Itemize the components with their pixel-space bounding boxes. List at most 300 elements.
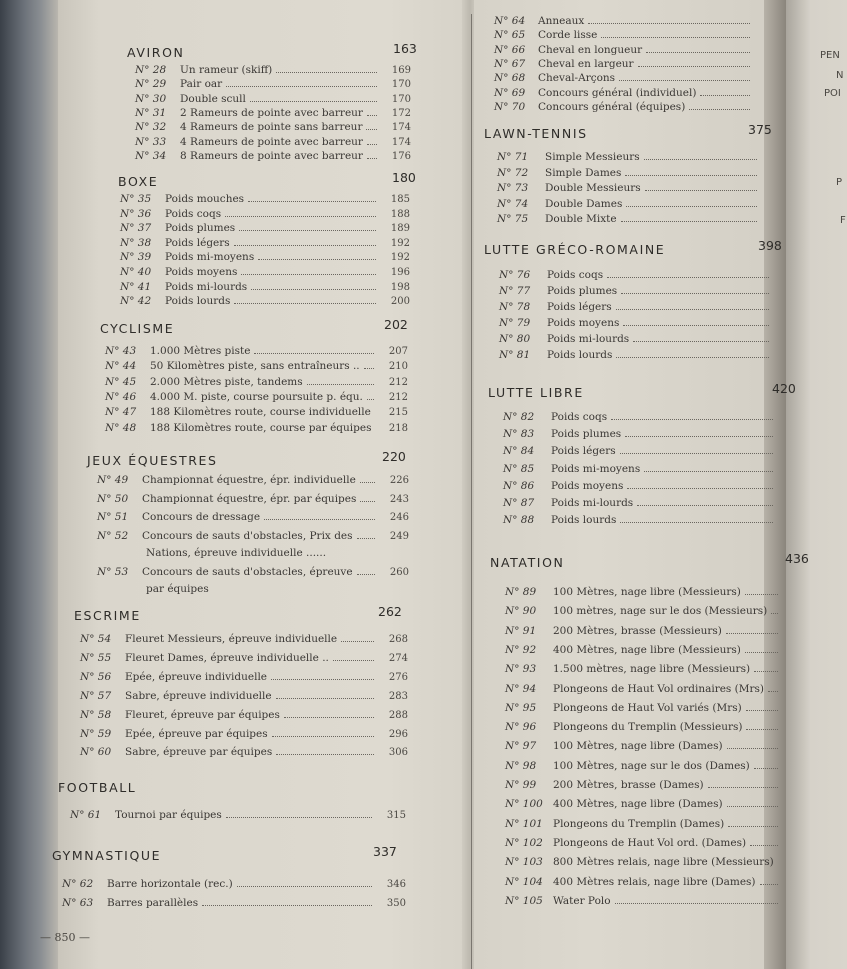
entry-number: N° 102 bbox=[505, 836, 543, 849]
toc-entry bbox=[105, 359, 408, 374]
toc-entry bbox=[494, 100, 752, 115]
toc-entry bbox=[120, 236, 410, 251]
dot-leader bbox=[364, 368, 374, 369]
entry-number: N° 53 bbox=[97, 566, 129, 579]
dot-leader bbox=[627, 488, 773, 489]
dot-leader bbox=[341, 641, 374, 642]
entry-page: 169 bbox=[391, 65, 411, 76]
entry-name: Barres parallèles bbox=[107, 896, 199, 909]
entry-name: Poids mouches bbox=[165, 193, 245, 205]
entry-number: N° 35 bbox=[120, 193, 152, 205]
dot-leader bbox=[225, 216, 376, 217]
toc-entry bbox=[135, 92, 411, 107]
toc-entry bbox=[503, 427, 775, 442]
dot-leader bbox=[607, 277, 769, 278]
entry-number: N° 65 bbox=[494, 29, 526, 42]
toc-entry bbox=[497, 150, 759, 165]
entry-page: 174 bbox=[391, 122, 411, 134]
entry-name: Double Mixte bbox=[545, 213, 617, 225]
entry-number: N° 73 bbox=[497, 182, 529, 194]
dot-leader bbox=[367, 144, 377, 145]
entry-name: Poids coqs bbox=[547, 269, 604, 281]
entry-number: N° 81 bbox=[499, 349, 531, 361]
entry-name: Sabre, épreuve par équipes bbox=[125, 746, 273, 759]
page-folio: — 850 — bbox=[40, 931, 90, 944]
toc-entry bbox=[80, 651, 408, 666]
entry-number: N° 88 bbox=[503, 514, 535, 527]
dot-leader bbox=[357, 574, 375, 575]
book-spine bbox=[0, 0, 58, 969]
dot-leader bbox=[746, 710, 778, 711]
section-page: 220 bbox=[382, 449, 406, 464]
toc-entry bbox=[505, 759, 780, 774]
entry-number: N° 100 bbox=[505, 798, 543, 811]
dot-leader bbox=[750, 845, 778, 846]
entry-number: N° 63 bbox=[62, 896, 94, 909]
dot-leader bbox=[689, 109, 750, 110]
entry-number: N° 82 bbox=[503, 411, 535, 423]
entry-page: 226 bbox=[389, 475, 409, 486]
entry-name: Championnat équestre, épr. par équipes bbox=[142, 492, 357, 505]
toc-entry bbox=[97, 529, 409, 544]
entry-name: 400 Mètres relais, nage libre (Dames) bbox=[553, 875, 756, 888]
entry-name: Poids lourds bbox=[547, 349, 613, 361]
entry-number: N° 80 bbox=[499, 333, 531, 345]
section-page: 180 bbox=[392, 170, 416, 185]
next-page-fragment: N bbox=[836, 70, 844, 81]
dot-leader bbox=[254, 353, 374, 354]
entry-number: N° 84 bbox=[503, 445, 535, 458]
section-title: ESCRIME bbox=[74, 608, 141, 623]
entry-number: N° 68 bbox=[494, 72, 526, 85]
entry-name: 100 Mètres, nage sur le dos (Dames) bbox=[553, 759, 750, 772]
section-title: GYMNASTIQUE bbox=[52, 848, 162, 863]
section-page: 262 bbox=[378, 604, 402, 619]
dot-leader bbox=[768, 691, 778, 692]
dot-leader bbox=[611, 419, 773, 420]
entry-page: 315 bbox=[386, 810, 406, 821]
toc-entry bbox=[105, 390, 408, 405]
dot-leader bbox=[745, 594, 778, 595]
toc-entry bbox=[499, 332, 771, 347]
entry-page: 212 bbox=[388, 391, 408, 403]
entry-number: N° 44 bbox=[105, 360, 137, 373]
entry-name: Fleuret Dames, épreuve individuelle .. bbox=[125, 651, 329, 664]
entry-name: 2.000 Mètres piste, tandems bbox=[150, 375, 303, 388]
entry-number: N° 99 bbox=[505, 779, 537, 791]
dot-leader bbox=[272, 736, 374, 737]
entry-page: 274 bbox=[388, 652, 408, 664]
entry-page: 246 bbox=[389, 512, 409, 524]
dot-leader bbox=[760, 884, 778, 885]
entry-number: N° 89 bbox=[505, 586, 537, 598]
dot-leader bbox=[644, 159, 757, 160]
entry-page: 207 bbox=[388, 346, 408, 357]
toc-entry bbox=[497, 166, 759, 181]
toc-entry-continuation bbox=[97, 582, 409, 597]
entry-name: Poids mi-lourds bbox=[551, 497, 634, 509]
entry-name: 200 Mètres, brasse (Dames) bbox=[553, 779, 704, 791]
toc-entry bbox=[97, 473, 409, 488]
toc-entry bbox=[62, 896, 406, 911]
entry-page: 243 bbox=[389, 493, 409, 505]
toc-entry-continuation bbox=[97, 546, 409, 561]
entry-name: 188 Kilomètres route, course par équipes bbox=[150, 421, 372, 434]
toc-entry bbox=[494, 57, 752, 72]
entry-number: N° 96 bbox=[505, 721, 537, 734]
entry-number: N° 28 bbox=[135, 64, 167, 76]
entry-name: Anneaux bbox=[538, 15, 585, 27]
entry-name: Double Dames bbox=[545, 197, 623, 210]
entry-number: N° 60 bbox=[80, 746, 112, 759]
next-page-fragment: P bbox=[836, 177, 843, 188]
toc-entry bbox=[105, 375, 408, 390]
toc-entry bbox=[80, 727, 408, 742]
next-page-fragment: POI bbox=[824, 88, 841, 99]
entry-number: N° 70 bbox=[494, 100, 526, 113]
entry-number: N° 71 bbox=[497, 151, 529, 163]
dot-leader bbox=[727, 748, 778, 749]
dot-leader bbox=[284, 717, 374, 718]
entry-page: 276 bbox=[388, 671, 408, 683]
entry-name: Water Polo bbox=[553, 894, 611, 907]
dot-leader bbox=[367, 158, 377, 159]
dot-leader bbox=[237, 886, 372, 887]
dot-leader bbox=[226, 817, 372, 818]
toc-entry bbox=[503, 513, 775, 528]
toc-entry bbox=[70, 808, 406, 823]
toc-entry bbox=[503, 462, 775, 477]
entry-number: N° 57 bbox=[80, 689, 112, 702]
entry-number: N° 94 bbox=[505, 682, 537, 695]
entry-name: Fleuret Messieurs, épreuve individuelle bbox=[125, 633, 338, 645]
entry-number: N° 98 bbox=[505, 759, 537, 772]
dot-leader bbox=[250, 101, 377, 102]
entry-number: N° 55 bbox=[80, 651, 112, 664]
dot-leader bbox=[620, 453, 773, 454]
dot-leader bbox=[638, 66, 750, 67]
section-title: BOXE bbox=[118, 174, 159, 189]
entry-page: 174 bbox=[391, 136, 411, 148]
entry-name-continued: Nations, épreuve individuelle ...... bbox=[146, 546, 327, 559]
toc-entry bbox=[120, 221, 410, 236]
toc-entry bbox=[505, 836, 780, 851]
entry-number: N° 87 bbox=[503, 497, 535, 509]
entry-number: N° 46 bbox=[105, 390, 137, 403]
entry-name: Poids mi-moyens bbox=[551, 462, 641, 475]
dot-leader bbox=[248, 201, 376, 202]
toc-entry bbox=[120, 280, 410, 295]
entry-name: Cheval en largeur bbox=[538, 57, 634, 70]
dot-leader bbox=[360, 482, 375, 483]
toc-entry bbox=[494, 43, 752, 58]
entry-page: 188 bbox=[390, 208, 410, 220]
dot-leader bbox=[307, 384, 374, 385]
toc-entry bbox=[120, 294, 410, 309]
entry-name: Poids mi-moyens bbox=[165, 251, 255, 264]
entry-number: N° 69 bbox=[494, 86, 526, 99]
entry-name: Simple Dames bbox=[545, 166, 622, 179]
toc-entry bbox=[97, 492, 409, 507]
dot-leader bbox=[360, 501, 375, 502]
toc-entry bbox=[499, 316, 771, 331]
dot-leader bbox=[264, 519, 375, 520]
entry-name: Simple Messieurs bbox=[545, 151, 640, 163]
toc-entry bbox=[105, 405, 408, 420]
dot-leader bbox=[234, 245, 376, 246]
toc-entry bbox=[497, 212, 759, 227]
toc-entry bbox=[503, 479, 775, 494]
toc-entry bbox=[505, 662, 780, 677]
entry-page: 170 bbox=[391, 93, 411, 105]
toc-entry bbox=[505, 701, 780, 716]
entry-page: 192 bbox=[390, 252, 410, 264]
entry-page: 198 bbox=[390, 281, 410, 293]
entry-number: N° 67 bbox=[494, 57, 526, 70]
entry-name: Plongeons de Haut Vol ord. (Dames) bbox=[553, 836, 747, 849]
entry-number: N° 62 bbox=[62, 878, 94, 890]
toc-entry bbox=[497, 181, 759, 196]
dot-leader bbox=[616, 309, 769, 310]
next-page-sliver bbox=[786, 0, 847, 969]
dot-leader bbox=[588, 23, 750, 24]
toc-entry bbox=[120, 192, 410, 207]
toc-entry bbox=[80, 632, 408, 647]
entry-number: N° 74 bbox=[497, 197, 529, 210]
entry-page: 176 bbox=[391, 150, 411, 162]
entry-name: Sabre, épreuve individuelle bbox=[125, 689, 272, 702]
toc-entry bbox=[494, 71, 752, 86]
toc-entry bbox=[505, 643, 780, 658]
toc-entry bbox=[62, 877, 406, 892]
toc-entry bbox=[505, 585, 780, 600]
entry-number: N° 97 bbox=[505, 740, 537, 753]
entry-number: N° 104 bbox=[505, 875, 543, 888]
entry-name: Poids moyens bbox=[547, 317, 620, 329]
dot-leader bbox=[745, 652, 778, 653]
entry-page: 200 bbox=[390, 296, 410, 308]
toc-entry bbox=[505, 875, 780, 890]
toc-entry bbox=[80, 708, 408, 723]
dot-leader bbox=[202, 905, 372, 906]
entry-number: N° 90 bbox=[505, 605, 537, 618]
section-title: LUTTE LIBRE bbox=[488, 385, 584, 400]
entry-name: 400 Mètres, nage libre (Messieurs) bbox=[553, 643, 741, 656]
section-title: LUTTE GRÉCO-ROMAINE bbox=[484, 242, 666, 257]
entry-number: N° 78 bbox=[499, 301, 531, 313]
entry-name: Epée, épreuve par équipes bbox=[125, 727, 268, 740]
entry-name: Poids légers bbox=[551, 445, 616, 458]
entry-page: 192 bbox=[390, 237, 410, 249]
section-page: 436 bbox=[785, 551, 809, 566]
entry-number: N° 85 bbox=[503, 462, 535, 475]
dot-leader bbox=[234, 303, 376, 304]
dot-leader bbox=[239, 230, 376, 231]
entry-page: 210 bbox=[388, 361, 408, 373]
toc-entry bbox=[105, 344, 408, 359]
entry-number: N° 77 bbox=[499, 285, 531, 297]
entry-number: N° 58 bbox=[80, 708, 112, 721]
dot-leader bbox=[619, 80, 750, 81]
entry-name: 1.000 Mètres piste bbox=[150, 345, 251, 357]
entry-name: 100 Mètres, nage libre (Messieurs) bbox=[553, 586, 741, 598]
entry-name: Plongeons du Tremplin (Messieurs) bbox=[553, 721, 743, 734]
entry-number: N° 40 bbox=[120, 266, 152, 278]
entry-number: N° 93 bbox=[505, 663, 537, 676]
toc-entry bbox=[135, 120, 411, 135]
entry-name: Plongeons du Tremplin (Dames) bbox=[553, 817, 725, 830]
dot-leader bbox=[633, 341, 769, 342]
dot-leader bbox=[754, 768, 778, 769]
entry-page: 346 bbox=[386, 879, 406, 890]
entry-number: N° 56 bbox=[80, 670, 112, 683]
entry-name: Poids mi-lourds bbox=[165, 280, 248, 293]
entry-page: 260 bbox=[389, 567, 409, 579]
entry-number: N° 48 bbox=[105, 421, 137, 434]
entry-name: Concours général (individuel) bbox=[538, 86, 697, 99]
dot-leader bbox=[700, 95, 750, 96]
dot-leader bbox=[623, 325, 769, 326]
dot-leader bbox=[258, 259, 376, 260]
toc-entry bbox=[105, 421, 408, 436]
dot-leader bbox=[621, 221, 757, 222]
entry-number: N° 51 bbox=[97, 511, 129, 524]
entry-page: 170 bbox=[391, 79, 411, 91]
dot-leader bbox=[726, 633, 778, 634]
dot-leader bbox=[637, 505, 773, 506]
entry-name: 4 Rameurs de pointe sans barreur bbox=[180, 121, 363, 134]
section-title: LAWN-TENNIS bbox=[484, 126, 588, 141]
entry-number: N° 61 bbox=[70, 809, 102, 821]
entry-page: 288 bbox=[388, 709, 408, 721]
dot-leader bbox=[708, 787, 778, 788]
entry-name: Championnat équestre, épr. individuelle bbox=[142, 474, 356, 486]
entry-number: N° 95 bbox=[505, 701, 537, 714]
toc-entry bbox=[505, 604, 780, 619]
entry-name: Pair oar bbox=[180, 78, 223, 91]
entry-name: Poids plumes bbox=[551, 428, 622, 441]
toc-entry bbox=[505, 817, 780, 832]
dot-leader bbox=[746, 729, 778, 730]
entry-number: N° 33 bbox=[135, 135, 167, 148]
toc-entry bbox=[80, 745, 408, 760]
toc-entry bbox=[499, 348, 771, 363]
dot-leader bbox=[601, 37, 750, 38]
entry-number: N° 54 bbox=[80, 633, 112, 645]
dot-leader bbox=[276, 72, 377, 73]
entry-name: Double Messieurs bbox=[545, 182, 641, 194]
dot-leader bbox=[367, 115, 377, 116]
next-page-fragment: PEN bbox=[820, 50, 840, 61]
entry-name: Poids légers bbox=[547, 301, 612, 313]
dot-leader bbox=[621, 293, 769, 294]
entry-name: Poids moyens bbox=[551, 479, 624, 492]
entry-name: 188 Kilomètres route, course individuelle bbox=[150, 406, 371, 419]
dot-leader bbox=[644, 471, 773, 472]
toc-entry bbox=[499, 300, 771, 315]
entry-name: Poids mi-lourds bbox=[547, 333, 630, 345]
entry-page: 249 bbox=[389, 530, 409, 542]
section-page: 337 bbox=[373, 844, 397, 859]
toc-entry bbox=[505, 720, 780, 735]
toc-entry bbox=[135, 63, 411, 78]
entry-number: N° 79 bbox=[499, 317, 531, 329]
entry-number: N° 101 bbox=[505, 817, 543, 830]
entry-number: N° 72 bbox=[497, 166, 529, 179]
entry-number: N° 43 bbox=[105, 345, 137, 357]
entry-name: Corde lisse bbox=[538, 29, 598, 42]
toc-entry bbox=[135, 106, 411, 121]
toc-entry bbox=[505, 855, 780, 870]
dot-leader bbox=[625, 436, 773, 437]
entry-number: N° 47 bbox=[105, 406, 137, 419]
entry-name: 800 Mètres relais, nage libre (Messieurs) bbox=[553, 856, 774, 869]
dot-leader bbox=[728, 826, 778, 827]
toc-entry bbox=[503, 496, 775, 511]
entry-page: 185 bbox=[390, 194, 410, 205]
entry-page: 196 bbox=[390, 267, 410, 278]
dot-leader bbox=[754, 671, 778, 672]
dot-leader bbox=[625, 175, 757, 176]
entry-name: 8 Rameurs de pointe avec barreur bbox=[180, 149, 363, 162]
entry-name: 1.500 mètres, nage libre (Messieurs) bbox=[553, 663, 751, 676]
entry-page: 189 bbox=[390, 223, 410, 235]
entry-name: Poids légers bbox=[165, 236, 230, 249]
entry-name: Poids coqs bbox=[551, 411, 608, 423]
toc-entry bbox=[120, 207, 410, 222]
dot-leader bbox=[276, 698, 374, 699]
toc-entry bbox=[505, 894, 780, 909]
entry-number: N° 52 bbox=[97, 529, 129, 542]
entry-number: N° 103 bbox=[505, 856, 543, 869]
entry-name: Poids lourds bbox=[165, 295, 231, 308]
entry-name: 200 Mètres, brasse (Messieurs) bbox=[553, 624, 722, 637]
toc-entry bbox=[499, 268, 771, 283]
entry-name: Plongeons de Haut Vol ordinaires (Mrs) bbox=[553, 682, 765, 695]
dot-leader bbox=[366, 129, 377, 130]
entry-name: Poids lourds bbox=[551, 514, 617, 527]
entry-number: N° 45 bbox=[105, 375, 137, 388]
toc-entry bbox=[505, 624, 780, 639]
entry-page: 218 bbox=[388, 422, 408, 434]
entry-name: Concours général (équipes) bbox=[538, 100, 686, 113]
toc-entry bbox=[505, 797, 780, 812]
dot-leader bbox=[646, 52, 750, 53]
toc-entry bbox=[494, 28, 752, 43]
entry-page: 296 bbox=[388, 728, 408, 740]
entry-name: Poids coqs bbox=[165, 207, 222, 220]
entry-number: N° 36 bbox=[120, 207, 152, 220]
entry-page: 215 bbox=[388, 407, 408, 419]
entry-page: 212 bbox=[388, 376, 408, 388]
toc-entry bbox=[135, 77, 411, 92]
toc-entry bbox=[97, 510, 409, 525]
toc-entry bbox=[80, 689, 408, 704]
entry-number: N° 105 bbox=[505, 894, 543, 907]
dot-leader bbox=[357, 538, 375, 539]
entry-name: Poids plumes bbox=[165, 222, 236, 235]
entry-name: 4 Rameurs de pointe avec barreur bbox=[180, 135, 363, 148]
dot-leader bbox=[615, 903, 778, 904]
toc-entry bbox=[120, 250, 410, 265]
toc-entry bbox=[135, 149, 411, 164]
entry-name: 100 mètres, nage sur le dos (Messieurs) bbox=[553, 605, 768, 618]
entry-name: Concours de sauts d'obstacles, épreuve bbox=[142, 566, 353, 579]
entry-number: N° 50 bbox=[97, 492, 129, 505]
entry-number: N° 29 bbox=[135, 78, 167, 91]
entry-page: 350 bbox=[386, 897, 406, 909]
entry-number: N° 41 bbox=[120, 280, 152, 293]
